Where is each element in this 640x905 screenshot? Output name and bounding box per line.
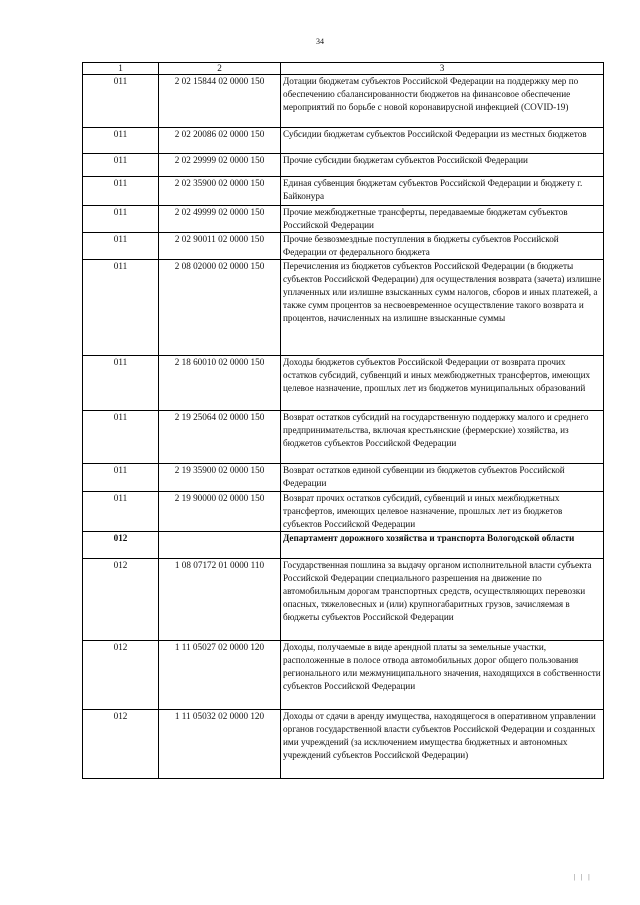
table-row [83, 233, 604, 260]
admin-code: 011 [83, 233, 159, 260]
revenue-name: Доходы от сдачи в аренду имущества, находящегося в оперативном управлении органов государственной власти субъектов Российской Федерации и созданных ими учреждений (за исключением имущества бюджетных и автономных учреждений субъектов Российской Федерации) [281, 710, 604, 779]
column-header-2: 2 [159, 63, 281, 75]
revenue-code: 2 02 29999 02 0000 150 [159, 154, 281, 177]
page-number: 34 [316, 37, 324, 46]
revenue-code: 1 08 07172 01 0000 110 [159, 559, 281, 641]
admin-code: 011 [83, 356, 159, 411]
admin-code: 011 [83, 260, 159, 356]
table-row [83, 128, 604, 154]
admin-code: 012 [83, 641, 159, 710]
revenue-name: Доходы, получаемые в виде арендной платы за земельные участки, расположенные в полосе отвода автомобильных дорог общего пользования регионального или межмуниципального значения, находящихся в собственности субъектов Российской Федерации [281, 641, 604, 710]
department-row [83, 532, 604, 559]
revenue-name: Дотации бюджетам субъектов Российской Федерации на поддержку мер по обеспечению сбалансированности бюджетов на финансовое обеспечение мероприятий по борьбе с новой коронавирусной инфекцией (COVID-19) [281, 75, 604, 128]
revenue-name: Перечисления из бюджетов субъектов Российской Федерации (в бюджеты субъектов Российской Федерации) для осуществления возврата (зачета) излишне уплаченных или излишне взысканных сумм налогов, сборов и иных платежей, а также сумм процентов за несвоевременное осуществление такого возврата и процентов, начисленных на излишне взысканные суммы [281, 260, 604, 356]
table-row [83, 710, 604, 779]
admin-code: 012 [83, 559, 159, 641]
revenue-name: Прочие безвозмездные поступления в бюджеты субъектов Российской Федерации от федерального бюджета [281, 233, 604, 260]
admin-code: 011 [83, 464, 159, 492]
revenue-name: Прочие межбюджетные трансферты, передаваемые бюджетам субъектов Российской Федерации [281, 206, 604, 233]
table-row [83, 464, 604, 492]
revenue-code: 1 11 05032 02 0000 120 [159, 710, 281, 779]
table-row [83, 411, 604, 464]
revenue-code: 1 11 05027 02 0000 120 [159, 641, 281, 710]
scan-footer-mark: | | | [574, 873, 592, 881]
revenue-code: 2 02 90011 02 0000 150 [159, 233, 281, 260]
table-row [83, 356, 604, 411]
admin-code: 011 [83, 206, 159, 233]
table-row [83, 154, 604, 177]
admin-code: 011 [83, 492, 159, 532]
table-row [83, 559, 604, 641]
revenue-codes-table [82, 62, 604, 779]
column-header-1: 1 [83, 63, 159, 75]
revenue-code: 2 19 35900 02 0000 150 [159, 464, 281, 492]
admin-code: 011 [83, 128, 159, 154]
revenue-name: Доходы бюджетов субъектов Российской Федерации от возврата прочих остатков субсидий, субвенций и иных межбюджетных трансфертов, имеющих целевое назначение, прошлых лет из бюджетов муниципальных образований [281, 356, 604, 411]
revenue-name: Возврат остатков единой субвенции из бюджетов субъектов Российской Федерации [281, 464, 604, 492]
admin-code: 011 [83, 177, 159, 206]
table-row [83, 177, 604, 206]
table-header-row [83, 63, 604, 75]
admin-code: 012 [83, 532, 159, 559]
table-row [83, 260, 604, 356]
revenue-code: 2 18 60010 02 0000 150 [159, 356, 281, 411]
admin-code: 011 [83, 154, 159, 177]
revenue-code: 2 19 25064 02 0000 150 [159, 411, 281, 464]
admin-code: 012 [83, 710, 159, 779]
revenue-name: Субсидии бюджетам субъектов Российской Федерации из местных бюджетов [281, 128, 604, 154]
revenue-code: 2 08 02000 02 0000 150 [159, 260, 281, 356]
revenue-name: Государственная пошлина за выдачу органом исполнительной власти субъекта Российской Федерации специального разрешения на движение по автомобильным дорогам транспортных средств, осуществляющих перевозки опасных, тяжеловесных и (или) крупногабаритных грузов, зачисляемая в бюджеты субъектов Российской Федерации [281, 559, 604, 641]
table-row [83, 75, 604, 128]
table-row [83, 206, 604, 233]
revenue-name: Прочие субсидии бюджетам субъектов Российской Федерации [281, 154, 604, 177]
column-header-3: 3 [281, 63, 604, 75]
revenue-code: 2 02 35900 02 0000 150 [159, 177, 281, 206]
revenue-code: 2 19 90000 02 0000 150 [159, 492, 281, 532]
admin-code: 011 [83, 75, 159, 128]
revenue-name: Единая субвенция бюджетам субъектов Российской Федерации и бюджету г. Байконура [281, 177, 604, 206]
department-name: Департамент дорожного хозяйства и транспорта Вологодской области [281, 532, 604, 559]
revenue-name: Возврат прочих остатков субсидий, субвенций и иных межбюджетных трансфертов, имеющих целевое назначение, прошлых лет из бюджетов субъектов Российской Федерации [281, 492, 604, 532]
revenue-code [159, 532, 281, 559]
admin-code: 011 [83, 411, 159, 464]
revenue-name: Возврат остатков субсидий на государственную поддержку малого и среднего предпринимательства, включая крестьянские (фермерские) хозяйства, из бюджетов субъектов Российской Федерации [281, 411, 604, 464]
revenue-code: 2 02 49999 02 0000 150 [159, 206, 281, 233]
table-row [83, 641, 604, 710]
table-row [83, 492, 604, 532]
revenue-code: 2 02 20086 02 0000 150 [159, 128, 281, 154]
revenue-code: 2 02 15844 02 0000 150 [159, 75, 281, 128]
